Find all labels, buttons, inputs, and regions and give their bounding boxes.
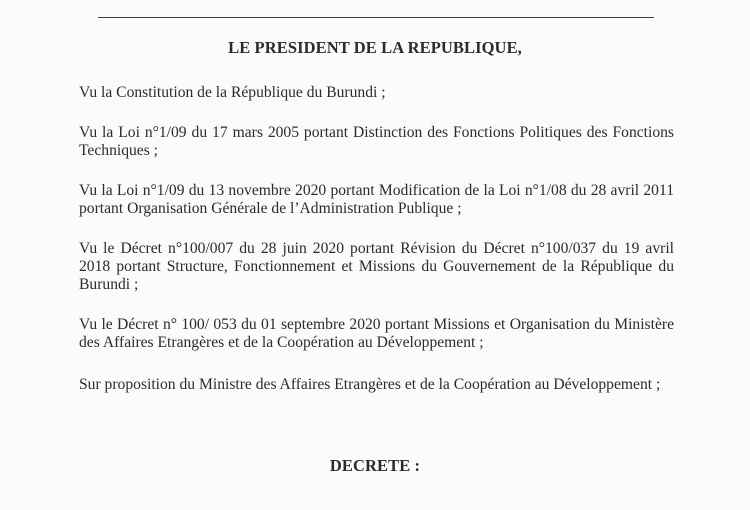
page-title: LE PRESIDENT DE LA REPUBLIQUE, xyxy=(228,38,522,57)
top-horizontal-rule xyxy=(98,17,654,18)
recital-paragraph: Vu la Loi n°1/09 du 17 mars 2005 portant Distinction des Fonctions Politiques des Fonctions Techniques ; xyxy=(79,124,674,159)
recital-paragraph: Sur proposition du Ministre des Affaires Etrangères et de la Coopération au Développement ; xyxy=(79,376,661,393)
recital-paragraph: Vu le Décret n° 100/ 053 du 01 septembre 2020 portant Missions et Organisation du Ministère des Affaires Etrangères et de la Coopération au Développement ; xyxy=(79,316,674,351)
decree-heading: DECRETE : xyxy=(329,456,421,475)
recital-paragraph: Vu la Loi n°1/09 du 13 novembre 2020 portant Modification de la Loi n°1/08 du 28 avril 2011 portant Organisation Générale de l’Administration Publique ; xyxy=(79,182,674,217)
recital-paragraph: Vu la Constitution de la République du Burundi ; xyxy=(79,84,386,101)
recital-paragraph: Vu le Décret n°100/007 du 28 juin 2020 portant Révision du Décret n°100/037 du 19 avril 2018 portant Structure, Fonctionnement et Missions du Gouvernement de la République du Burundi ; xyxy=(79,240,674,293)
